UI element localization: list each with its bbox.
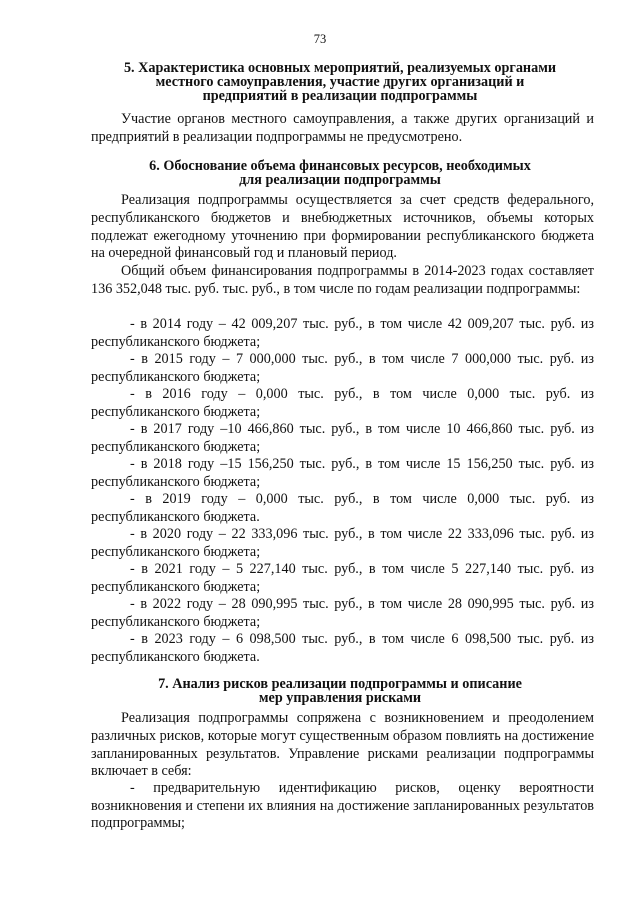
section-5-title	[100, 61, 580, 103]
funding-year-item: - в 2019 году – 0,000 тыс. руб., в том числе 0,000 тыс. руб. из республиканского бюджета.	[91, 491, 594, 525]
section-5-title-line: 5. Характеристика основных мероприятий, реализуемых органами	[123, 60, 557, 76]
funding-year-item: - в 2015 году – 7 000,000 тыс. руб., в том числе 7 000,000 тыс. руб. из республиканского бюджета;	[91, 351, 594, 385]
funding-year-item: - в 2016 году – 0,000 тыс. руб., в том числе 0,000 тыс. руб. из республиканского бюджета;	[91, 386, 594, 420]
funding-year-item: - в 2018 году –15 156,250 тыс. руб., в том числе 15 156,250 тыс. руб. из республиканского бюджета;	[91, 456, 594, 490]
section-5-title-line: предприятий в реализации подпрограммы	[202, 88, 478, 104]
section-6-title-line: 6. Обоснование объема финансовых ресурсов, необходимых	[149, 158, 531, 174]
section-7-title	[100, 677, 580, 705]
section-6-title	[100, 159, 580, 187]
section-6-title-line: для реализации подпрограммы	[239, 172, 441, 188]
section-7-title-line: мер управления рисками	[258, 690, 422, 706]
funding-year-item: - в 2017 году –10 466,860 тыс. руб., в том числе 10 466,860 тыс. руб. из республиканского бюджета;	[91, 421, 594, 455]
section-5-title-line: местного самоуправления, участие других организаций и	[155, 74, 525, 90]
section-6-paragraph-total-volume: Общий объем финансирования подпрограммы в 2014-2023 годах составляет 136 352,048 тыс. руб. тыс. руб., в том числе по годам реализации подпрограммы:	[91, 263, 594, 297]
section-5-paragraph: Участие органов местного самоуправления, а также других организаций и предприятий в реализации подпрограммы не предусмотрено.	[91, 111, 594, 145]
funding-year-item: - в 2023 году – 6 098,500 тыс. руб., в том числе 6 098,500 тыс. руб. из республиканского бюджета.	[91, 631, 594, 665]
section-7-paragraph: Реализация подпрограммы сопряжена с возникновением и преодолением различных рисков, которые могут существенным образом повлиять на достижение запланированных результатов. Управление рисками реализации подпрограммы включает в себя:	[91, 710, 594, 780]
funding-year-item: - в 2021 году – 5 227,140 тыс. руб., в том числе 5 227,140 тыс. руб. из республиканского бюджета;	[91, 561, 594, 595]
section-7-title-line: 7. Анализ рисков реализации подпрограммы и описание	[158, 676, 522, 692]
page-number: 73	[313, 32, 327, 46]
funding-year-item: - в 2022 году – 28 090,995 тыс. руб., в том числе 28 090,995 тыс. руб. из республиканского бюджета;	[91, 596, 594, 630]
funding-year-item: - в 2014 году – 42 009,207 тыс. руб., в том числе 42 009,207 тыс. руб. из республиканского бюджета;	[91, 316, 594, 350]
funding-year-item: - в 2020 году – 22 333,096 тыс. руб., в том числе 22 333,096 тыс. руб. из республиканского бюджета;	[91, 526, 594, 560]
risk-management-item: - предварительную идентификацию рисков, оценку вероятности возникновения и степени их влияния на достижение запланированных результатов подпрограммы;	[91, 780, 594, 832]
section-6-paragraph-funding-sources: Реализация подпрограммы осуществляется за счет средств федерального, республиканского бюджетов и внебюджетных источников, объемы которых подлежат ежегодному уточнению при формировании республиканского бюджета на очередной финансовый год и плановый период.	[91, 192, 594, 262]
